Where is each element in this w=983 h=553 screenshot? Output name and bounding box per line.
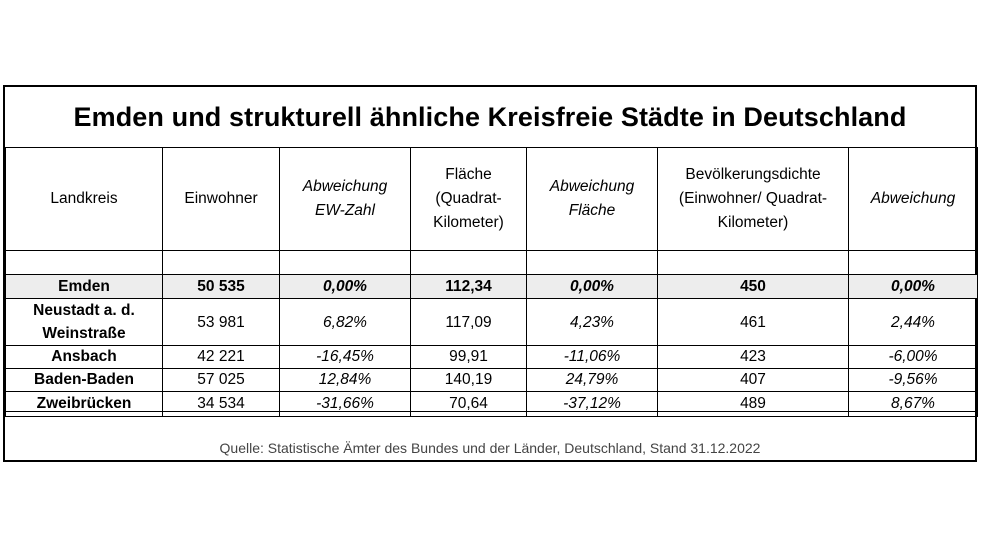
cell-bevoelkerungsdichte: 407 xyxy=(658,369,849,392)
cell-abweichung-ew: 6,82% xyxy=(280,299,411,346)
cell-abweichung-flaeche: -37,12% xyxy=(527,392,658,417)
header-text-line: Fläche xyxy=(568,202,616,219)
landkreis-name-line: Emden xyxy=(58,277,110,295)
landkreis-name-line: Weinstraße xyxy=(42,325,126,342)
cell-bevoelkerungsdichte: 489 xyxy=(658,392,849,417)
header-einwohner xyxy=(163,148,280,251)
table-body xyxy=(6,251,978,417)
table-row xyxy=(6,346,978,369)
cell-flaeche: 99,91 xyxy=(411,346,527,369)
cell-abweichung-ew: 12,84% xyxy=(280,369,411,392)
cell-landkreis xyxy=(6,346,163,369)
cell-landkreis xyxy=(6,299,163,346)
header-text-line: Landkreis xyxy=(50,190,118,207)
header-text-line: Fläche xyxy=(445,166,492,183)
cell-einwohner: 42 221 xyxy=(163,346,280,369)
cell-bevoelkerungsdichte: 423 xyxy=(658,346,849,369)
header-text-line: Abweichung xyxy=(870,190,956,207)
cell-abweichung-dichte: -6,00% xyxy=(849,346,978,369)
header-text-line: (Quadrat- xyxy=(435,190,502,207)
header-text-line: Bevölkerungsdichte xyxy=(685,166,821,183)
table-title: Emden und strukturell ähnliche Kreisfreie Städte in Deutschland xyxy=(73,101,907,132)
cell-abweichung-flaeche: 4,23% xyxy=(527,299,658,346)
title-row xyxy=(5,87,975,148)
cell-flaeche: 70,64 xyxy=(411,392,527,417)
header-text-line: Einwohner xyxy=(184,190,258,207)
comparison-table xyxy=(5,147,978,417)
table-row xyxy=(6,275,978,299)
header-text-line: (Einwohner/ Quadrat- xyxy=(678,190,828,207)
header-landkreis xyxy=(6,148,163,251)
cell-abweichung-flaeche: 24,79% xyxy=(527,369,658,392)
empty-row xyxy=(6,251,978,275)
header-abweichung-dichte xyxy=(849,148,978,251)
landkreis-name-line: Zweibrücken xyxy=(36,395,132,412)
cell-flaeche: 140,19 xyxy=(411,369,527,392)
header-text-line: Kilometer) xyxy=(433,214,504,231)
source-note: Quelle: Statistische Ämter des Bundes und der Länder, Deutschland, Stand 31.12.2022 xyxy=(219,440,761,456)
footer-row xyxy=(5,411,975,460)
cell-flaeche: 112,34 xyxy=(411,275,527,299)
table-row xyxy=(6,299,978,346)
header-row xyxy=(6,148,978,251)
cell-einwohner: 34 534 xyxy=(163,392,280,417)
data-table-sheet xyxy=(3,85,977,462)
cell-bevoelkerungsdichte: 450 xyxy=(658,275,849,299)
cell-landkreis xyxy=(6,369,163,392)
landkreis-name-line: Neustadt a. d. xyxy=(33,302,135,319)
cell-abweichung-dichte: 0,00% xyxy=(849,275,978,299)
header-abweichung-ew xyxy=(280,148,411,251)
landkreis-name-line: Baden-Baden xyxy=(34,371,134,388)
cell-einwohner: 50 535 xyxy=(163,275,280,299)
header-flaeche xyxy=(411,148,527,251)
cell-abweichung-flaeche: -11,06% xyxy=(527,346,658,369)
cell-abweichung-flaeche: 0,00% xyxy=(527,275,658,299)
header-text-line: Abweichung xyxy=(302,178,388,195)
cell-abweichung-dichte: 2,44% xyxy=(849,299,978,346)
cell-einwohner: 57 025 xyxy=(163,369,280,392)
header-abweichung-flaeche xyxy=(527,148,658,251)
cell-flaeche: 117,09 xyxy=(411,299,527,346)
header-text-line: Abweichung xyxy=(549,178,635,195)
cell-landkreis xyxy=(6,275,163,299)
cell-abweichung-dichte: -9,56% xyxy=(849,369,978,392)
cell-einwohner: 53 981 xyxy=(163,299,280,346)
cell-abweichung-ew: 0,00% xyxy=(280,275,411,299)
landkreis-name-line: Ansbach xyxy=(51,348,117,365)
header-bevoelkerungsdichte xyxy=(658,148,849,251)
cell-abweichung-ew: -31,66% xyxy=(280,392,411,417)
table-row xyxy=(6,369,978,392)
cell-abweichung-ew: -16,45% xyxy=(280,346,411,369)
cell-abweichung-dichte: 8,67% xyxy=(849,392,978,417)
header-text-line: EW-Zahl xyxy=(314,202,375,219)
cell-bevoelkerungsdichte: 461 xyxy=(658,299,849,346)
header-text-line: Kilometer) xyxy=(717,214,789,231)
